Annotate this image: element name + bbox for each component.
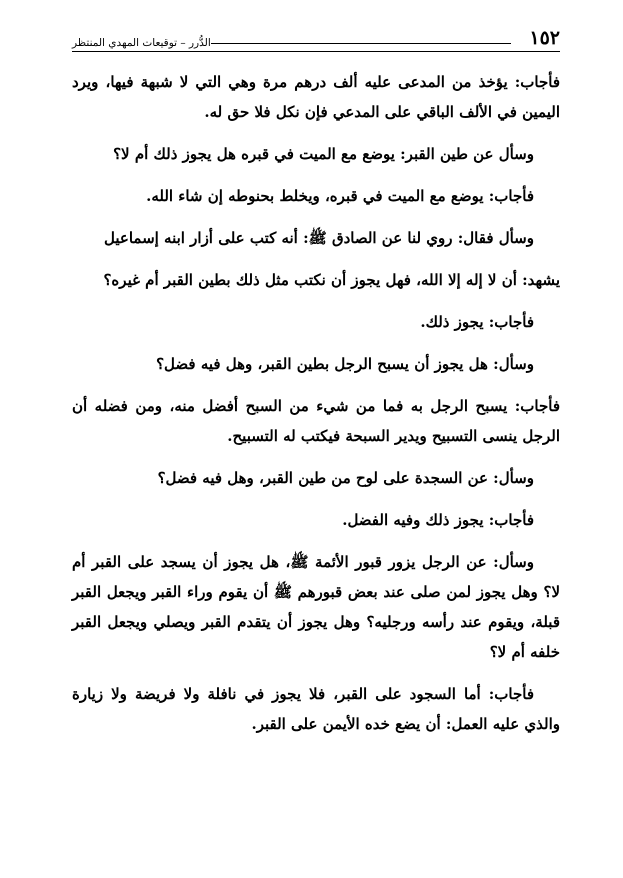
paragraph-question-6: وسأل: عن الرجل يزور قبور الأئمة ﷺ، هل يجوز أن يسجد على القبر أم لا؟ وهل يجوز لمن صلى عند بعض قبورهم ﷺ أن يقوم وراء القبر ويجعل القبر قبلة، ويقوم عند رأسه ورجليه؟ وهل يجوز أن يتقدم القبر ويصلي ويجعل القبر خلفه أم لا؟ — [72, 553, 560, 661]
page-body — [72, 67, 560, 739]
paragraph-question-5: وسأل: عن السجدة على لوح من طين القبر، وهل فيه فضل؟ — [157, 469, 534, 487]
paragraph-answer-2: فأجاب: يوضع مع الميت في قبره، ويخلط بحنوطه إن شاء الله. — [146, 187, 534, 205]
paragraph-answer-4: فأجاب: يسبح الرجل به فما من شيء من السبح أفضل منه، ومن فضله أن الرجل ينسى التسبيح ويدير السبحة فيكتب له التسبيح. — [72, 397, 560, 445]
paragraph-answer-3: فأجاب: يجوز ذلك. — [420, 313, 534, 331]
running-title-group — [72, 38, 517, 49]
running-title: الدُّرر – توقيعات المهدي المنتظر — [72, 36, 211, 49]
paragraph-answer-6: فأجاب: أما السجود على القبر، فلا يجوز في نافلة ولا فريضة ولا زيارة والذي عليه العمل: أن يضع خده الأيمن على القبر. — [72, 685, 560, 733]
paragraph-question-4: وسأل: هل يجوز أن يسبح الرجل بطين القبر، وهل فيه فضل؟ — [156, 355, 534, 373]
page-header — [72, 27, 560, 52]
page-number: ١٥٢ — [529, 27, 560, 49]
header-divider — [211, 43, 511, 44]
paragraph-question-3-cont: يشهد: أن لا إله إلا الله، فهل يجوز أن نكتب مثل ذلك بطين القبر أم غيره؟ — [103, 271, 560, 289]
paragraph-answer-1: فأجاب: يؤخذ من المدعى عليه ألف درهم مرة وهي التي لا شبهة فيها، ويرد اليمين في الألف الباقي على المدعي فإن نكل فلا حق له. — [72, 73, 560, 121]
paragraph-answer-5: فأجاب: يجوز ذلك وفيه الفضل. — [342, 511, 534, 529]
book-page — [72, 27, 560, 850]
paragraph-question-3: وسأل فقال: روي لنا عن الصادق ﷺ: أنه كتب على أزار ابنه إسماعيل — [103, 229, 534, 247]
paragraph-question-2: وسأل عن طين القبر: يوضع مع الميت في قبره هل يجوز ذلك أم لا؟ — [113, 145, 534, 163]
